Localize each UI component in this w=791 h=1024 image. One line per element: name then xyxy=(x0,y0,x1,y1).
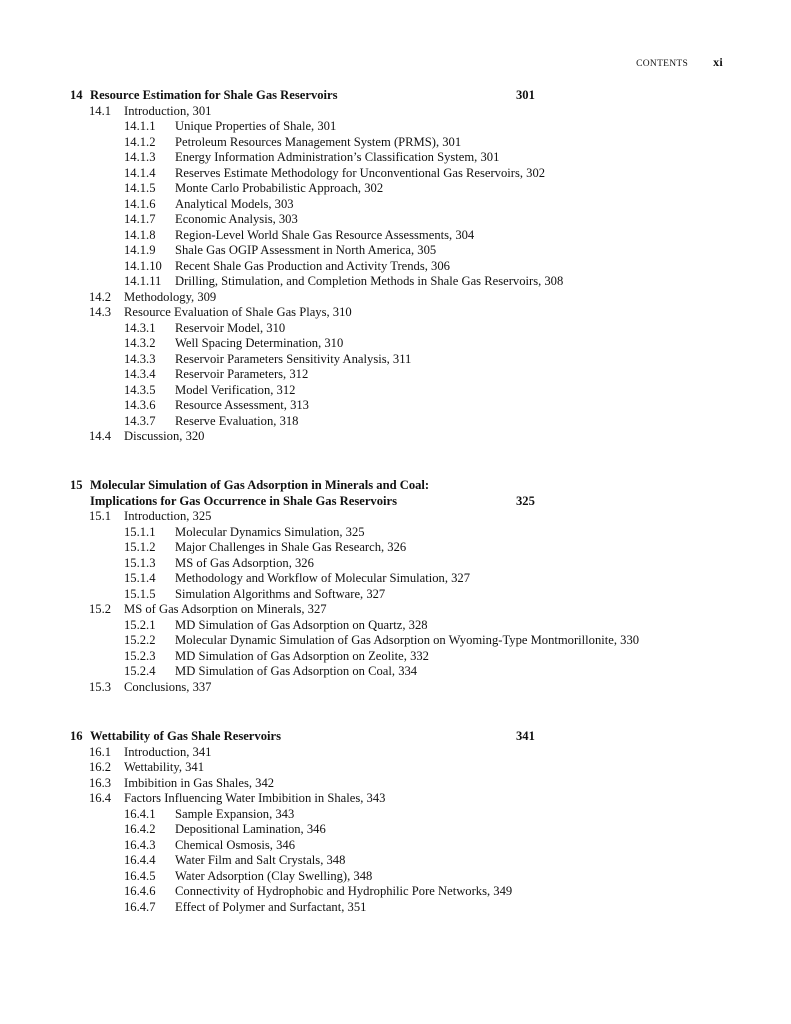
section-number: 16.1 xyxy=(89,744,112,759)
section-title: Recent Shale Gas Production and Activity Trends, 306 xyxy=(175,258,450,273)
section-title: Well Spacing Determination, 310 xyxy=(175,336,344,350)
section-title: Factors Influencing Water Imbibition in Shales, 343 xyxy=(124,791,386,805)
section-number: 16.4.1 xyxy=(124,806,156,821)
section-number: 16.3 xyxy=(89,775,112,790)
section-title: Chemical Osmosis, 346 xyxy=(175,837,295,852)
section-title: Reservoir Parameters Sensitivity Analysis, 311 xyxy=(175,351,412,366)
section-title: Petroleum Resources Management System (PRMS), 301 xyxy=(175,134,462,149)
section-number: 16.4.6 xyxy=(124,884,156,898)
section-title: MS of Gas Adsorption, 326 xyxy=(175,555,314,570)
section-title: Major Challenges in Shale Gas Research, 326 xyxy=(175,540,407,554)
section-title: Introduction, 301 xyxy=(124,103,212,118)
section-number: 14.1.1 xyxy=(124,119,156,133)
section-title: MD Simulation of Gas Adsorption on Quartz, 328 xyxy=(175,617,428,632)
section-number: 15.2.4 xyxy=(124,664,156,678)
section-title: Reservoir Model, 310 xyxy=(175,320,286,335)
chapter-title: Wettability of Gas Shale Reservoirs xyxy=(90,729,281,743)
section-number: 15.3 xyxy=(89,679,112,694)
section-number: 15.1.2 xyxy=(124,540,156,554)
section-title: Resource Assessment, 313 xyxy=(175,398,309,412)
section-number: 14.1.5 xyxy=(124,181,156,195)
section-title: Connectivity of Hydrophobic and Hydrophilic Pore Networks, 349 xyxy=(175,884,513,898)
chapter-page: 325 xyxy=(516,493,535,508)
section-number: 14.3.4 xyxy=(124,367,156,381)
section-title: Depositional Lamination, 346 xyxy=(175,822,326,836)
section-number: 14.1.4 xyxy=(124,165,156,180)
section-title: Imbibition in Gas Shales, 342 xyxy=(124,775,275,790)
section-number: 14.3 xyxy=(89,305,112,319)
chapter-number: 15 xyxy=(70,478,83,492)
section-title: Discussion, 320 xyxy=(124,429,205,443)
section-number: 14.3.6 xyxy=(124,398,156,412)
section-number: 16.4.4 xyxy=(124,853,156,867)
section-title: Introduction, 341 xyxy=(124,744,212,759)
section-number: 16.4.5 xyxy=(124,868,156,883)
section-title: Methodology, 309 xyxy=(124,289,217,304)
running-head-label: CONTENTS xyxy=(636,59,689,69)
section-title: Energy Information Administration’s Classification System, 301 xyxy=(175,150,500,164)
chapter-number: 14 xyxy=(70,88,83,102)
section-title: Analytical Models, 303 xyxy=(175,196,294,211)
section-number: 14.1.9 xyxy=(124,243,156,257)
chapter-number: 16 xyxy=(70,729,83,743)
section-title: Molecular Dynamic Simulation of Gas Adsorption on Wyoming-Type Montmorillonite, 330 xyxy=(175,633,640,647)
section-number: 14.1.11 xyxy=(124,274,162,288)
section-title: Effect of Polymer and Surfactant, 351 xyxy=(175,899,367,914)
running-head xyxy=(636,55,723,70)
section-title: MS of Gas Adsorption on Minerals, 327 xyxy=(124,602,327,616)
chapter-title: Molecular Simulation of Gas Adsorption in Minerals and Coal: xyxy=(90,478,430,492)
section-title: Unique Properties of Shale, 301 xyxy=(175,119,337,133)
section-number: 15.2.1 xyxy=(124,617,156,632)
section-number: 15.1.1 xyxy=(124,524,156,539)
section-number: 14.3.7 xyxy=(124,413,156,428)
section-number: 15.1.4 xyxy=(124,571,156,585)
section-number: 14.3.3 xyxy=(124,351,156,366)
chapter-page: 341 xyxy=(516,729,535,743)
section-title: MD Simulation of Gas Adsorption on Zeolite, 332 xyxy=(175,648,429,663)
section-number: 16.4.7 xyxy=(124,899,156,914)
section-title: Introduction, 325 xyxy=(124,509,212,523)
section-number: 15.1 xyxy=(89,509,112,523)
section-title: Conclusions, 337 xyxy=(124,679,212,694)
section-number: 14.1.3 xyxy=(124,150,156,164)
page-number: xi xyxy=(713,55,723,69)
section-number: 15.2 xyxy=(89,602,112,616)
section-title: Region-Level World Shale Gas Resource Assessments, 304 xyxy=(175,227,475,242)
section-number: 14.4 xyxy=(89,429,112,443)
section-title: Reserves Estimate Methodology for Unconventional Gas Reservoirs, 302 xyxy=(175,165,546,180)
section-number: 16.4.3 xyxy=(124,837,156,852)
section-title: Molecular Dynamics Simulation, 325 xyxy=(175,524,365,539)
section-number: 14.1 xyxy=(89,103,112,118)
section-title: Resource Evaluation of Shale Gas Plays, 310 xyxy=(124,305,352,319)
section-title: Reserve Evaluation, 318 xyxy=(175,413,299,428)
section-number: 14.1.10 xyxy=(124,258,162,273)
section-number: 14.1.2 xyxy=(124,134,156,149)
section-title: Simulation Algorithms and Software, 327 xyxy=(175,586,386,601)
chapter-title: Resource Estimation for Shale Gas Reservoirs xyxy=(90,88,338,102)
section-number: 15.2.2 xyxy=(124,633,156,647)
section-number: 16.4.2 xyxy=(124,822,156,836)
section-number: 16.2 xyxy=(89,760,112,774)
section-title: Water Film and Salt Crystals, 348 xyxy=(175,853,346,867)
section-number: 16.4 xyxy=(89,791,112,805)
section-title: Drilling, Stimulation, and Completion Methods in Shale Gas Reservoirs, 308 xyxy=(175,274,564,288)
section-number: 14.3.5 xyxy=(124,382,156,397)
section-number: 15.1.3 xyxy=(124,555,156,570)
section-title: Shale Gas OGIP Assessment in North America, 305 xyxy=(175,243,437,257)
section-number: 14.3.1 xyxy=(124,320,156,335)
section-number: 15.1.5 xyxy=(124,586,156,601)
chapter-page: 301 xyxy=(516,88,535,102)
chapter-title: Implications for Gas Occurrence in Shale Gas Reservoirs xyxy=(90,493,398,508)
section-title: Monte Carlo Probabilistic Approach, 302 xyxy=(175,181,384,195)
section-title: Sample Expansion, 343 xyxy=(175,806,295,821)
section-title: Wettability, 341 xyxy=(124,760,205,774)
section-number: 14.1.6 xyxy=(124,196,156,211)
section-title: Model Verification, 312 xyxy=(175,382,296,397)
section-number: 15.2.3 xyxy=(124,648,156,663)
section-title: Economic Analysis, 303 xyxy=(175,212,298,226)
section-title: Methodology and Workflow of Molecular Simulation, 327 xyxy=(175,571,471,585)
section-number: 14.1.8 xyxy=(124,227,156,242)
section-number: 14.2 xyxy=(89,289,112,304)
section-title: Reservoir Parameters, 312 xyxy=(175,367,309,381)
section-title: MD Simulation of Gas Adsorption on Coal, 334 xyxy=(175,664,418,678)
section-number: 14.1.7 xyxy=(124,212,156,226)
section-title: Water Adsorption (Clay Swelling), 348 xyxy=(175,868,373,883)
section-number: 14.3.2 xyxy=(124,336,156,350)
